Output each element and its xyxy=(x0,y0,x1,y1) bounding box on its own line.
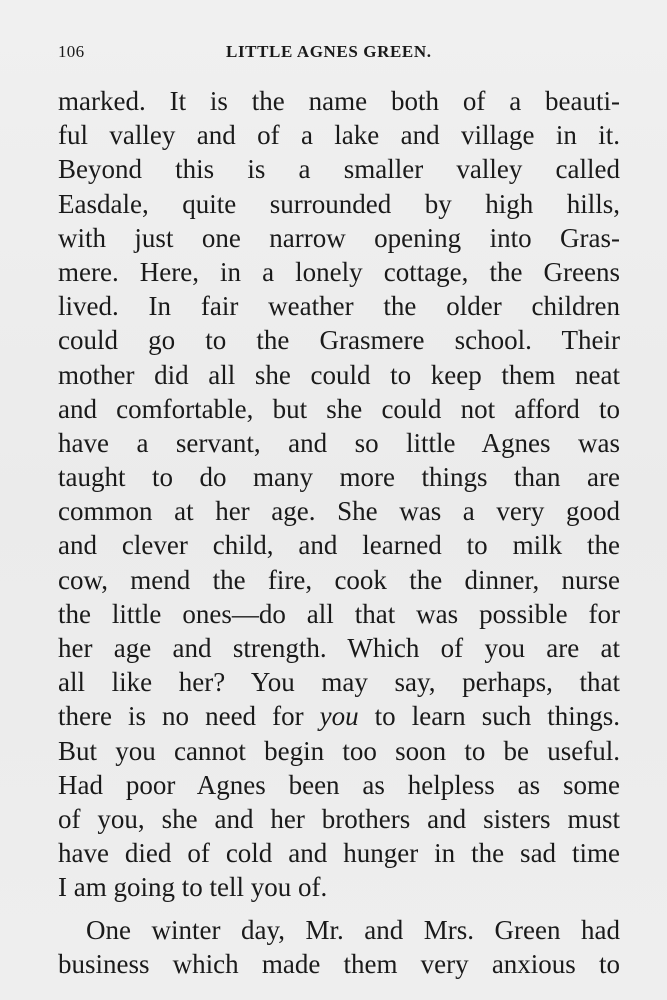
text-line: with just one narrow opening into Gras- xyxy=(58,222,620,253)
text-segment: to learn such things. xyxy=(374,701,621,732)
text-line: and clever child, and learned to milk the xyxy=(58,530,620,561)
text-line: the little ones—do all that was possible for xyxy=(58,598,620,629)
text-line: mere. Here, in a lonely cottage, the Greens xyxy=(58,256,620,287)
text-line-with-emphasis xyxy=(58,699,620,733)
text-line: I am going to tell you of. xyxy=(58,872,328,903)
text-line: could go to the Grasmere school. Their xyxy=(58,325,620,356)
text-line: But you cannot begin too soon to be useful. xyxy=(58,735,620,766)
text-line: her age and strength. Which of you are at xyxy=(58,633,620,663)
text-line: cow, mend the fire, cook the dinner, nurse xyxy=(58,564,620,595)
running-title: LITTLE AGNES GREEN. xyxy=(226,42,432,61)
text-line: Easdale, quite surrounded by high hills, xyxy=(58,188,620,219)
text-line: have a servant, and so little Agnes was xyxy=(58,427,620,458)
emphasized-word: you xyxy=(319,701,359,732)
paragraph-gap xyxy=(58,905,620,913)
body-text xyxy=(58,84,620,981)
text-line: One winter day, Mr. and Mrs. Green had xyxy=(86,914,620,945)
text-line: have died of cold and hunger in the sad time xyxy=(58,838,620,869)
text-line: business which made them very anxious to xyxy=(58,948,620,979)
text-line: Beyond this is a smaller valley called xyxy=(58,154,620,185)
text-line: taught to do many more things than are xyxy=(58,462,620,493)
text-line: lived. In fair weather the older children xyxy=(58,291,620,322)
text-line: ful valley and of a lake and village in it. xyxy=(58,120,620,151)
text-line: and comfortable, but she could not afford to xyxy=(58,393,620,424)
text-line: all like her? You may say, perhaps, that xyxy=(58,667,620,698)
text-line: marked. It is the name both of a beauti- xyxy=(58,86,620,116)
text-segment: there is no need for xyxy=(58,701,304,732)
page-number: 106 xyxy=(58,42,85,61)
text-line: mother did all she could to keep them neat xyxy=(58,359,620,390)
text-line: Had poor Agnes been as helpless as some xyxy=(58,769,620,800)
text-line: of you, she and her brothers and sisters must xyxy=(58,803,620,834)
text-line: common at her age. She was a very good xyxy=(58,496,620,527)
page-header xyxy=(58,42,618,66)
